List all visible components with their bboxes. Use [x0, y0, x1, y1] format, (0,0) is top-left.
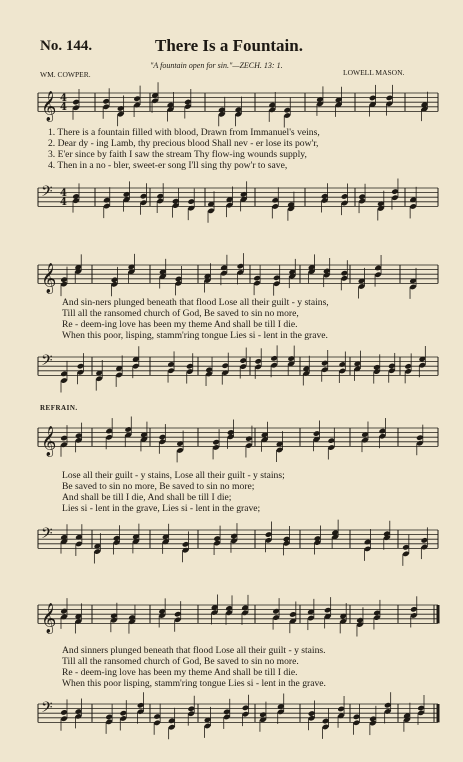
lyric-line: Lies si - lent in the grave, Lies si - lent in the grave; — [62, 503, 261, 514]
treble-clef-icon: 𝄞 — [41, 426, 57, 457]
lyricist-credit: WM. COWPER. — [40, 70, 91, 79]
lyric-line: Re - deem-ing love has been my theme And shall be till I die. — [62, 319, 298, 330]
bass-clef-icon: 𝄢 — [41, 352, 53, 373]
lyric-line: Re - deem-ing love has been my theme And shall be till I die. — [62, 667, 298, 678]
time-signature-top: 4 — [60, 188, 67, 199]
lyric-line: And sinners plunged beneath that flood Lose all their guilt - y stains. — [62, 645, 326, 656]
lyric-line: 3. E'er since by faith I saw the stream Thy flow-ing wounds supply, — [48, 149, 307, 160]
lyric-line: 2. Dear dy - ing Lamb, thy precious blood Shall nev - er lose its pow'r, — [48, 138, 319, 149]
treble-clef-icon: 𝄞 — [41, 603, 57, 634]
hymn-title: There Is a Fountain. — [155, 36, 303, 55]
lyric-line: Till all the ransomed church of God, Be saved to sin no more. — [62, 656, 299, 667]
composer-credit: LOWELL MASON. — [343, 68, 405, 77]
treble-clef-icon: 𝄞 — [41, 263, 57, 294]
refrain-label: REFRAIN. — [40, 404, 78, 412]
lyric-line: 1. There is a fountain filled with blood, Drawn from Immanuel's veins, — [48, 127, 320, 138]
time-signature-top: 4 — [60, 93, 67, 104]
hymn-number: No. 144. — [40, 38, 93, 54]
treble-clef-icon: 𝄞 — [41, 91, 57, 122]
lyric-line: When this poor, lisping, stamm'ring tongue Lies si - lent in the grave. — [62, 330, 328, 341]
lyric-line: When this poor lisping, stamm'ring tongue Lies si - lent in the grave. — [62, 678, 326, 689]
bass-clef-icon: 𝄢 — [41, 183, 53, 204]
bass-clef-icon: 𝄢 — [41, 699, 53, 720]
lyric-line: Till all the ransomed church of God, Be saved to sin no more, — [62, 308, 299, 319]
scripture-reference: "A fountain open for sin."—ZECH. 13: 1. — [150, 61, 283, 70]
time-signature-bottom: 4 — [60, 197, 67, 208]
lyric-line: And shall be till I die, And shall be till I die; — [62, 492, 232, 503]
lyric-line: Lose all their guilt - y stains, Lose all their guilt - y stains; — [62, 470, 285, 481]
lyric-line: 4. Then in a no - bler, sweet-er song I'll sing thy pow'r to save, — [48, 160, 288, 171]
time-signature-bottom: 4 — [60, 102, 67, 113]
lyric-line: And sin-ners plunged beneath that flood Lose all their guilt - y stains, — [62, 297, 329, 308]
lyric-line: Be saved to sin no more, Be saved to sin no more; — [62, 481, 255, 492]
bass-clef-icon: 𝄢 — [41, 525, 53, 546]
